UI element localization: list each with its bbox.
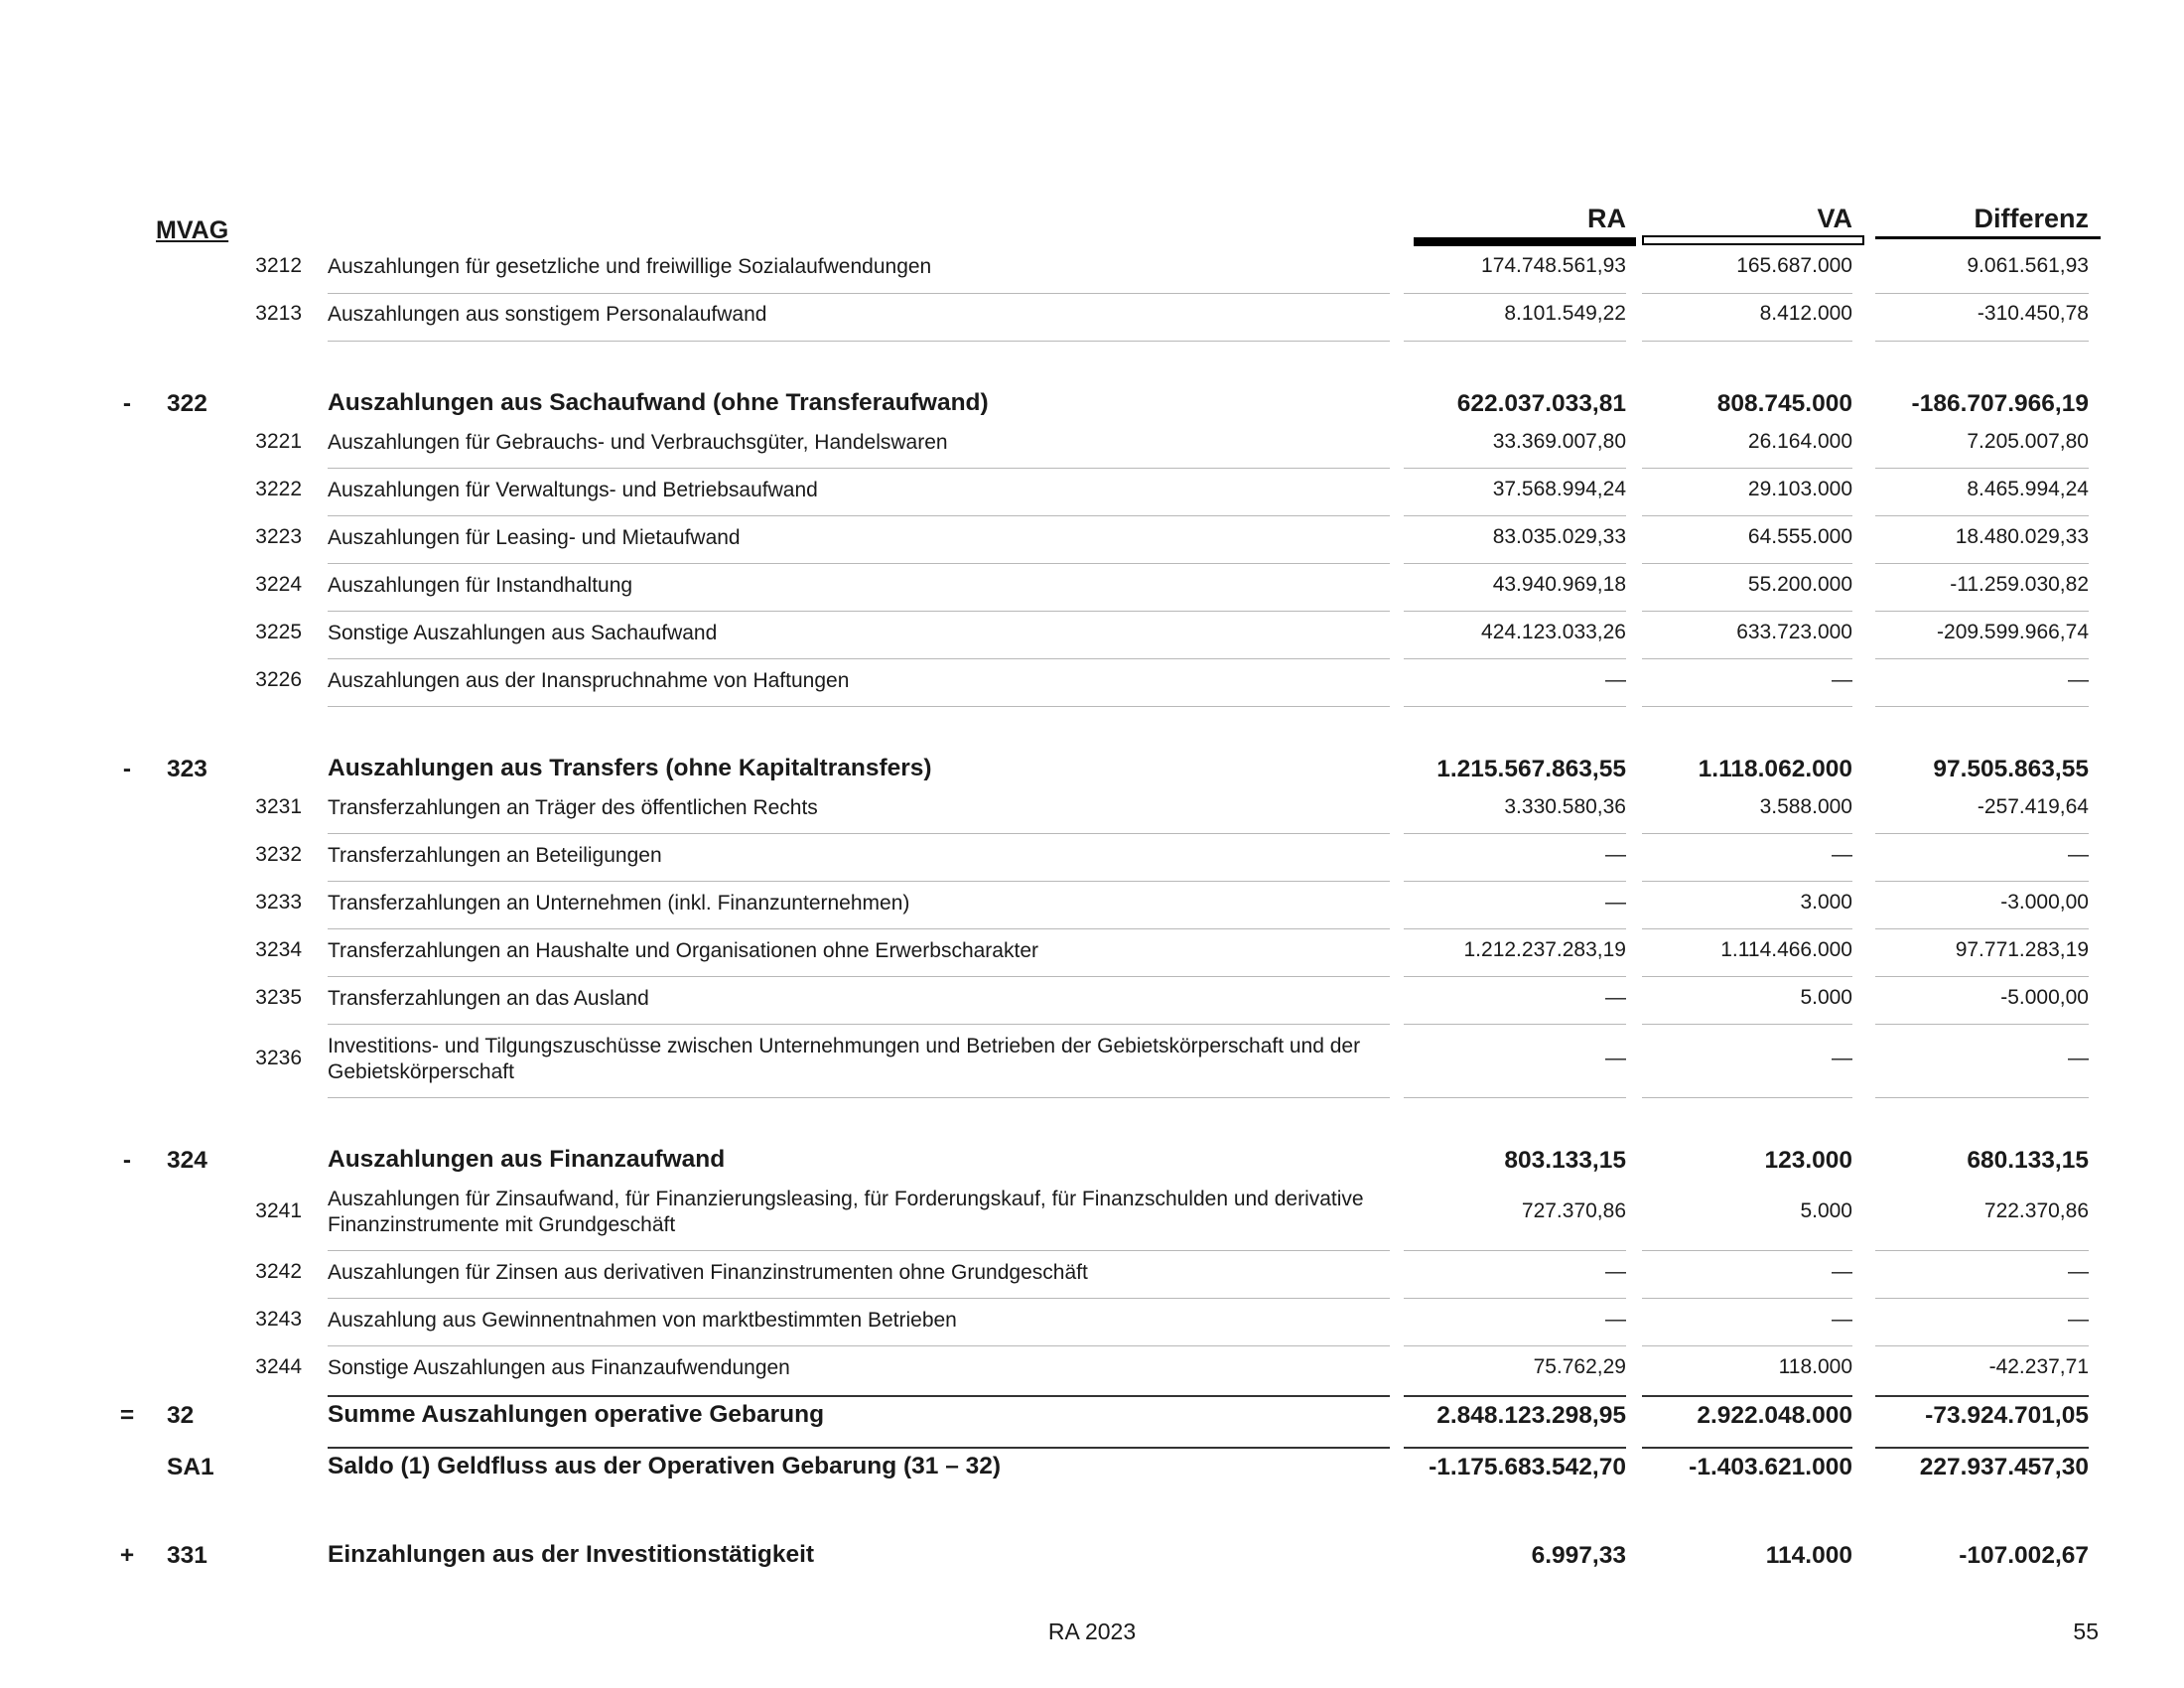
row-underline: [328, 976, 1390, 977]
row-code: 3233: [255, 891, 302, 914]
ra-value: 1.215.567.863,55: [1436, 756, 1626, 782]
row-underline: [328, 1298, 1390, 1299]
row-underline: [328, 928, 1390, 929]
row-underline: [328, 1250, 1390, 1251]
ra-value: —: [1605, 843, 1626, 866]
row-label: Transferzahlungen an Haushalte und Organisationen ohne Erwerbscharakter: [328, 939, 1038, 962]
va-value: —: [1832, 1308, 1852, 1331]
differenz-value: 7.205.007,80: [1967, 430, 2089, 453]
row-underline: [1404, 1395, 1626, 1397]
va-value: —: [1832, 1260, 1852, 1283]
row-underline: [328, 1097, 1390, 1098]
row-underline: [328, 833, 1390, 834]
differenz-value: -209.599.966,74: [1937, 621, 2089, 643]
ra-value: 75.762,29: [1533, 1355, 1626, 1378]
row-underline: [328, 1447, 1390, 1449]
differenz-header-bar: [1875, 236, 2101, 239]
row-underline: [328, 1345, 1390, 1346]
ra-value: 6.997,33: [1531, 1542, 1626, 1569]
row-sign: -: [122, 756, 132, 782]
row-underline: [328, 658, 1390, 659]
differenz-value: -73.924.701,05: [1925, 1402, 2089, 1429]
row-underline: [1642, 833, 1852, 834]
row-underline: [1642, 341, 1852, 342]
row-underline: [328, 341, 1390, 342]
row-underline: [1875, 293, 2089, 294]
row-code: 3221: [255, 430, 302, 453]
row-underline: [328, 611, 1390, 612]
row-underline: [328, 468, 1390, 469]
row-underline: [1642, 611, 1852, 612]
row-underline: [1875, 341, 2089, 342]
row-code: 324: [167, 1147, 207, 1174]
row-label: Transferzahlungen an Beteiligungen: [328, 844, 662, 867]
row-label: Auszahlungen für Verwaltungs- und Betriebsaufwand: [328, 479, 818, 501]
va-value: 2.922.048.000: [1697, 1402, 1852, 1429]
row-label: Investitions- und Tilgungszuschüsse zwischen Unternehmungen und Betrieben der Gebietskörperschaft und der Gebietskörperschaft: [328, 1035, 1361, 1083]
ra-value: 1.212.237.283,19: [1463, 938, 1626, 961]
row-code: 3224: [255, 573, 302, 596]
va-value: 114.000: [1765, 1542, 1852, 1569]
ra-value: 37.568.994,24: [1492, 478, 1626, 500]
row-code: 3235: [255, 986, 302, 1009]
row-code: 322: [167, 390, 207, 417]
row-sign: -: [122, 390, 132, 417]
row-code: 3222: [255, 478, 302, 500]
row-label: Saldo (1) Geldfluss aus der Operativen Gebarung (31 – 32): [328, 1453, 1002, 1479]
row-code: 3234: [255, 938, 302, 961]
ra-value: 424.123.033,26: [1481, 621, 1626, 643]
row-underline: [1875, 1395, 2089, 1397]
differenz-value: 9.061.561,93: [1967, 254, 2089, 277]
va-value: 808.745.000: [1716, 390, 1852, 417]
row-underline: [328, 1024, 1390, 1025]
row-underline: [1642, 1024, 1852, 1025]
row-label: Auszahlungen aus Transfers (ohne Kapitaltransfers): [328, 755, 932, 781]
ra-value: 622.037.033,81: [1456, 390, 1626, 417]
ra-value: —: [1605, 1308, 1626, 1331]
row-underline: [1642, 881, 1852, 882]
row-label: Auszahlungen aus Sachaufwand (ohne Transferaufwand): [328, 389, 989, 416]
va-value: 1.118.062.000: [1698, 756, 1852, 782]
row-underline: [1642, 1250, 1852, 1251]
row-underline: [1642, 928, 1852, 929]
ra-value: —: [1605, 1047, 1626, 1069]
differenz-value: —: [2068, 843, 2089, 866]
va-value: 118.000: [1778, 1355, 1852, 1378]
row-code: 3231: [255, 795, 302, 818]
row-underline: [1642, 706, 1852, 707]
row-code: 3232: [255, 843, 302, 866]
row-label: Auszahlungen aus Finanzaufwand: [328, 1146, 726, 1173]
ra-value: 2.848.123.298,95: [1436, 1402, 1626, 1429]
row-underline: [1875, 563, 2089, 564]
row-underline: [328, 563, 1390, 564]
row-underline: [1404, 833, 1626, 834]
row-code: 3225: [255, 621, 302, 643]
row-label: Einzahlungen aus der Investitionstätigkeit: [328, 1541, 815, 1568]
differenz-value: 722.370,86: [1983, 1199, 2089, 1222]
row-code: 32: [167, 1402, 195, 1429]
row-underline: [1642, 976, 1852, 977]
row-underline: [1642, 1395, 1852, 1397]
ra-value: —: [1605, 891, 1626, 914]
row-label: Transferzahlungen an Unternehmen (inkl. Finanzunternehmen): [328, 892, 910, 914]
row-label: Summe Auszahlungen operative Gebarung: [328, 1401, 825, 1428]
row-underline: [328, 515, 1390, 516]
va-value: 633.723.000: [1736, 621, 1852, 643]
differenz-value: -5.000,00: [2000, 986, 2089, 1009]
ra-value: 43.940.969,18: [1492, 573, 1626, 596]
row-underline: [1404, 515, 1626, 516]
row-underline: [1642, 515, 1852, 516]
row-underline: [1642, 468, 1852, 469]
va-value: 165.687.000: [1736, 254, 1852, 277]
row-underline: [1404, 1447, 1626, 1449]
ra-value: 727.370,86: [1521, 1199, 1626, 1222]
row-underline: [1404, 341, 1626, 342]
row-code: 3213: [255, 302, 302, 325]
mvag-header: MVAG: [156, 216, 229, 244]
row-code: 3243: [255, 1308, 302, 1331]
row-label: Sonstige Auszahlungen aus Finanzaufwendungen: [328, 1356, 790, 1379]
differenz-value: —: [2068, 668, 2089, 691]
ra-value: 803.133,15: [1504, 1147, 1626, 1174]
row-underline: [1875, 515, 2089, 516]
row-underline: [1875, 976, 2089, 977]
row-underline: [1642, 293, 1852, 294]
differenz-value: -3.000,00: [2000, 891, 2089, 914]
row-label: Auszahlung aus Gewinnentnahmen von marktbestimmten Betrieben: [328, 1309, 957, 1332]
row-underline: [1404, 658, 1626, 659]
differenz-value: -186.707.966,19: [1911, 390, 2089, 417]
row-underline: [1404, 293, 1626, 294]
row-underline: [1404, 1298, 1626, 1299]
row-underline: [1875, 1024, 2089, 1025]
row-label: Auszahlungen für gesetzliche und freiwillige Sozialaufwendungen: [328, 255, 932, 278]
row-code: 3212: [255, 254, 302, 277]
va-value: 29.103.000: [1747, 478, 1852, 500]
ra-value: 3.330.580,36: [1504, 795, 1626, 818]
differenz-value: 227.937.457,30: [1919, 1454, 2089, 1480]
ra-value: 174.748.561,93: [1481, 254, 1626, 277]
ra-value: 33.369.007,80: [1492, 430, 1626, 453]
ra-value: -1.175.683.542,70: [1429, 1454, 1626, 1480]
row-label: Auszahlungen für Leasing- und Mietaufwand: [328, 526, 741, 549]
differenz-value: -310.450,78: [1977, 302, 2089, 325]
row-label: Auszahlungen für Instandhaltung: [328, 574, 633, 597]
row-underline: [1404, 928, 1626, 929]
differenz-value: 97.771.283,19: [1955, 938, 2089, 961]
row-code: 3242: [255, 1260, 302, 1283]
row-underline: [1875, 833, 2089, 834]
row-code: 3226: [255, 668, 302, 691]
row-underline: [1875, 706, 2089, 707]
row-underline: [1404, 1250, 1626, 1251]
row-underline: [1875, 1447, 2089, 1449]
va-value: 5.000: [1800, 986, 1852, 1009]
row-underline: [328, 1395, 1390, 1397]
row-underline: [1404, 563, 1626, 564]
va-value: —: [1832, 1047, 1852, 1069]
va-value: 64.555.000: [1747, 525, 1852, 548]
va-value: —: [1832, 668, 1852, 691]
differenz-value: -11.259.030,82: [1950, 573, 2089, 596]
row-sign: +: [119, 1542, 135, 1569]
row-underline: [1642, 563, 1852, 564]
row-label: Sonstige Auszahlungen aus Sachaufwand: [328, 622, 718, 644]
row-label: Auszahlungen für Zinsen aus derivativen Finanzinstrumenten ohne Grundgeschäft: [328, 1261, 1088, 1284]
row-underline: [1404, 706, 1626, 707]
row-underline: [328, 881, 1390, 882]
differenz-value: 18.480.029,33: [1955, 525, 2089, 548]
row-underline: [1875, 1298, 2089, 1299]
row-label: Auszahlungen aus sonstigem Personalaufwand: [328, 303, 767, 326]
row-code: 331: [167, 1542, 207, 1569]
row-underline: [1404, 611, 1626, 612]
va-value: 3.588.000: [1759, 795, 1852, 818]
row-label: Transferzahlungen an Träger des öffentlichen Rechts: [328, 796, 818, 819]
row-underline: [1875, 1097, 2089, 1098]
ra-value: —: [1605, 1260, 1626, 1283]
row-underline: [1404, 1345, 1626, 1346]
va-value: 1.114.466.000: [1720, 938, 1852, 961]
va-value: 55.200.000: [1747, 573, 1852, 596]
ra-value: —: [1605, 986, 1626, 1009]
row-label: Auszahlungen aus der Inanspruchnahme von Haftungen: [328, 669, 850, 692]
va-value: -1.403.621.000: [1689, 1454, 1852, 1480]
row-underline: [1404, 1024, 1626, 1025]
row-underline: [328, 706, 1390, 707]
differenz-value: —: [2068, 1308, 2089, 1331]
row-underline: [1875, 1345, 2089, 1346]
ra-value: —: [1605, 668, 1626, 691]
ra-column-header: RA: [1587, 204, 1626, 233]
footer-title: RA 2023: [1047, 1618, 1137, 1644]
va-column-header: VA: [1817, 204, 1852, 233]
differenz-value: 8.465.994,24: [1967, 478, 2089, 500]
row-underline: [1642, 1345, 1852, 1346]
row-underline: [1642, 1097, 1852, 1098]
va-value: 26.164.000: [1747, 430, 1852, 453]
differenz-value: —: [2068, 1047, 2089, 1069]
row-label: Transferzahlungen an das Ausland: [328, 987, 649, 1010]
row-sign: -: [122, 1147, 132, 1174]
row-code: 3236: [255, 1047, 302, 1069]
differenz-column-header: Differenz: [1974, 204, 2089, 233]
row-code: 3241: [255, 1199, 302, 1222]
row-code: 3223: [255, 525, 302, 548]
row-underline: [1642, 1298, 1852, 1299]
va-header-bar: [1642, 235, 1864, 245]
row-code: 3244: [255, 1355, 302, 1378]
differenz-value: -257.419,64: [1977, 795, 2089, 818]
va-value: 3.000: [1800, 891, 1852, 914]
ra-header-bar: [1414, 237, 1636, 246]
row-underline: [1642, 658, 1852, 659]
row-underline: [1875, 928, 2089, 929]
ra-value: 8.101.549,22: [1504, 302, 1626, 325]
row-underline: [1404, 1097, 1626, 1098]
row-underline: [1875, 468, 2089, 469]
row-underline: [1404, 976, 1626, 977]
row-label: Auszahlungen für Gebrauchs- und Verbrauchsgüter, Handelswaren: [328, 431, 948, 454]
va-value: 8.412.000: [1759, 302, 1852, 325]
va-value: —: [1832, 843, 1852, 866]
va-value: 123.000: [1764, 1147, 1852, 1174]
ra-value: 83.035.029,33: [1492, 525, 1626, 548]
page-number: 55: [2073, 1618, 2099, 1644]
row-sign: =: [119, 1402, 135, 1429]
row-label: Auszahlungen für Zinsaufwand, für Finanzierungsleasing, für Forderungskauf, für Finanzschulden und derivative Finanzinstrumente mit Grundgeschäft: [328, 1188, 1364, 1236]
row-underline: [1875, 658, 2089, 659]
row-underline: [1642, 1447, 1852, 1449]
row-underline: [1875, 611, 2089, 612]
differenz-value: -107.002,67: [1959, 1542, 2089, 1569]
differenz-value: 97.505.863,55: [1933, 756, 2089, 782]
va-value: 5.000: [1800, 1199, 1852, 1222]
row-underline: [1875, 881, 2089, 882]
differenz-value: —: [2068, 1260, 2089, 1283]
differenz-value: -42.237,71: [1988, 1355, 2089, 1378]
row-underline: [1875, 1250, 2089, 1251]
row-code: SA1: [167, 1454, 214, 1480]
differenz-value: 680.133,15: [1967, 1147, 2089, 1174]
row-underline: [1404, 468, 1626, 469]
row-underline: [1404, 881, 1626, 882]
row-code: 323: [167, 756, 207, 782]
row-underline: [328, 293, 1390, 294]
